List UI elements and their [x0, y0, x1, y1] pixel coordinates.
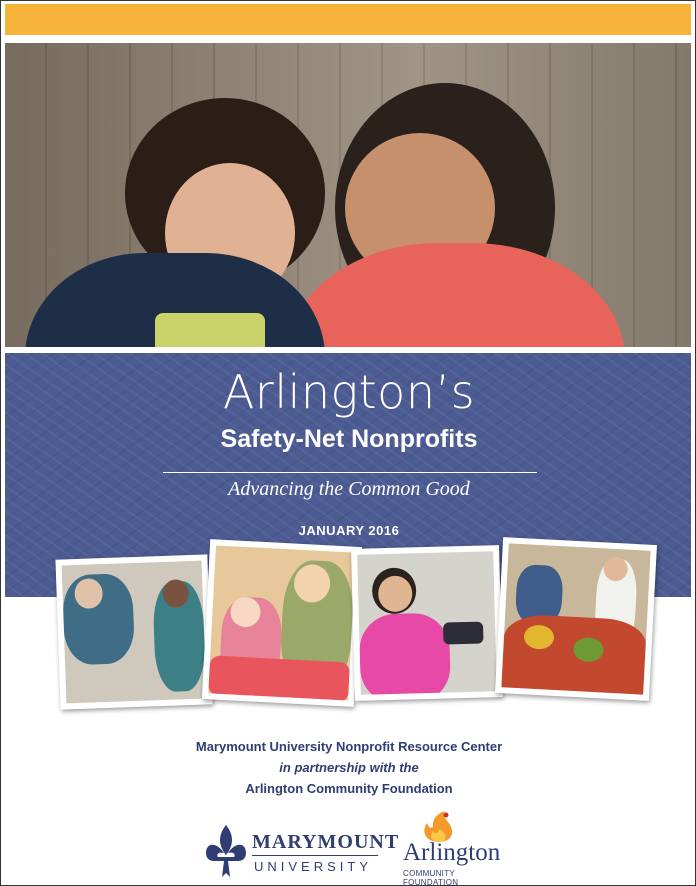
fleur-de-lis-icon [204, 823, 248, 881]
community-foundation-wordmark: COMMUNITY FOUNDATION [403, 869, 459, 886]
photo-mother-child [202, 539, 362, 707]
marymount-wordmark: MARYMOUNT [252, 831, 400, 853]
marymount-logo [204, 823, 400, 881]
university-wordmark: UNIVERSITY [254, 859, 373, 874]
report-tagline: Advancing the Common Good [228, 478, 470, 500]
arlington-foundation-logo [401, 809, 511, 886]
credit-line-2: in partnership with the [279, 760, 419, 775]
arlington-wordmark: Arlington [403, 839, 501, 866]
report-date: JANUARY 2016 [298, 523, 400, 538]
report-subtitle: Safety-Net Nonprofits [220, 425, 478, 453]
photo-handshake [55, 554, 212, 709]
hero-photo [5, 43, 691, 347]
divider [163, 472, 537, 473]
credit-line-1: Marymount University Nonprofit Resource Center [195, 739, 503, 754]
photo-blood-pressure [351, 545, 503, 701]
flame-icon [419, 809, 459, 843]
credit-line-3: Arlington Community Foundation [245, 781, 453, 796]
accent-bar [5, 4, 691, 35]
report-title: Arlington’s [222, 365, 476, 419]
photo-food-pantry [495, 537, 657, 701]
